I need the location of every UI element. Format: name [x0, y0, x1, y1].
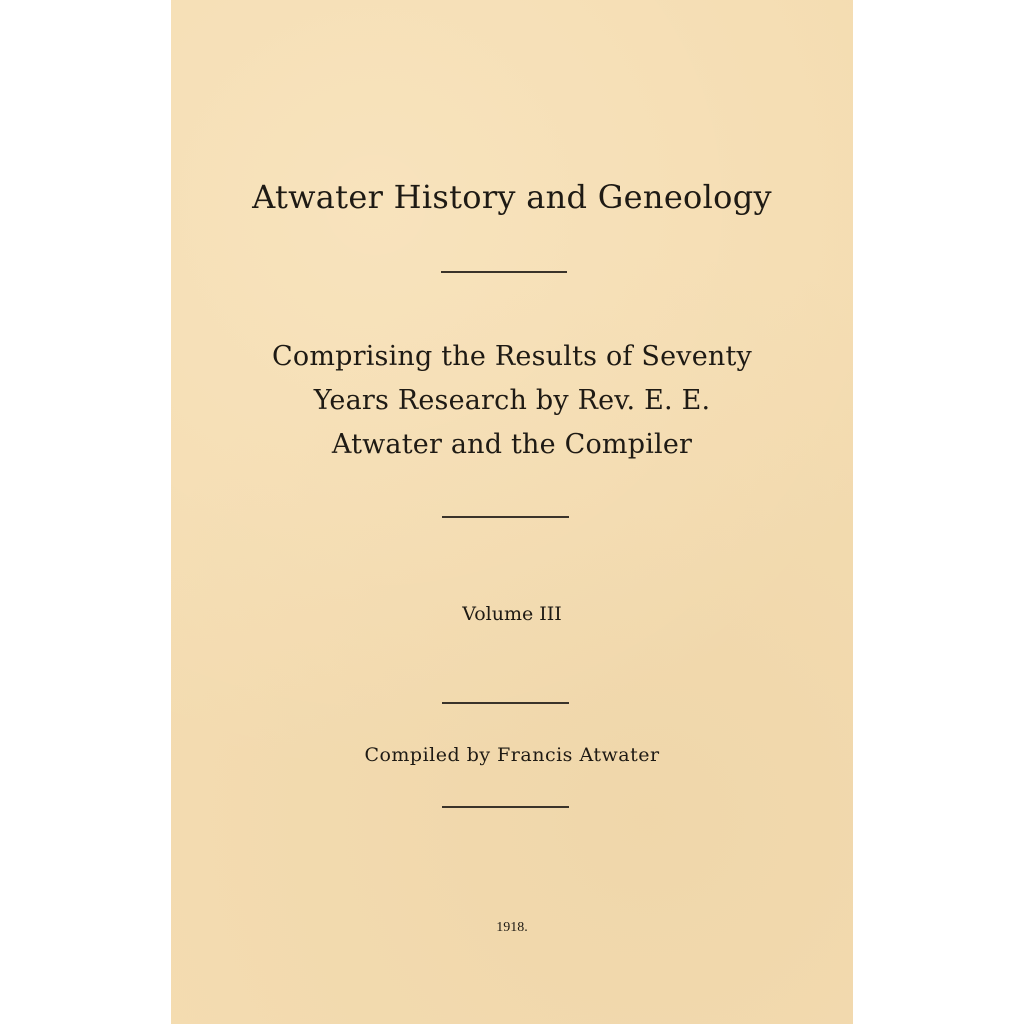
divider-rule: [442, 702, 569, 704]
subtitle-line: Atwater and the Compiler: [331, 429, 693, 460]
volume-label: Volume III: [462, 603, 562, 625]
subtitle-line: Comprising the Results of Seventy: [272, 341, 752, 372]
subtitle-line: Years Research by Rev. E. E.: [313, 385, 711, 416]
title-page: [171, 0, 853, 1024]
publication-year: 1918.: [496, 920, 528, 935]
book-title: Atwater History and Geneology: [252, 178, 772, 216]
divider-rule: [441, 271, 567, 273]
subtitle: [171, 335, 853, 467]
divider-rule: [442, 516, 569, 518]
compiler-credit: Compiled by Francis Atwater: [364, 744, 660, 766]
divider-rule: [442, 806, 569, 808]
